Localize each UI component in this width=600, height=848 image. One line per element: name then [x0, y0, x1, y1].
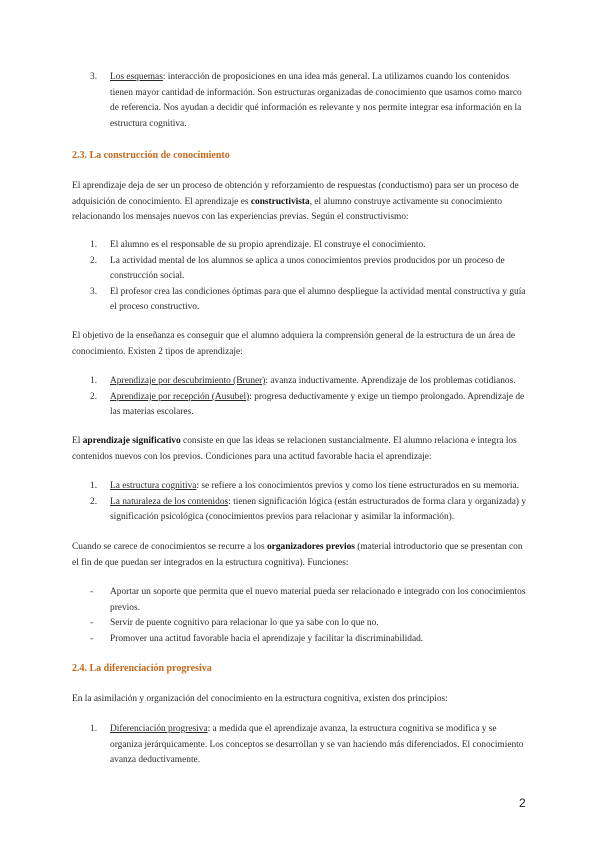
section-heading-2-3: 2.3. La construcción de conocimiento — [72, 150, 230, 161]
list-item-esquemas — [72, 70, 527, 132]
paragraph-significativo: El aprendizaje significativo consiste en que las ideas se relacionen sustancialmente. El alumno relaciona e integra los contenidos nuevos con los previos. Condiciones para una actitud favorable hacia el aprendizaje: — [72, 436, 517, 462]
functions-list — [72, 585, 527, 647]
learning-types-list — [72, 374, 527, 421]
bold-term: constructivista — [250, 196, 310, 207]
list-item: 1. La estructura cognitiva: se refiere a los conocimientos previos y como los tiene estructurados en su memoria. — [90, 481, 519, 491]
paragraph-principios: En la asimilación y organización del conocimiento en la estructura cognitiva, existen dos principios: — [72, 694, 448, 704]
list-item: 2. Aprendizaje por recepción (Ausubel): progresa deductivamente y exige un tiempo prolongado. Aprendizaje de las materias escolares. — [90, 391, 525, 418]
term-esquemas: Los esquemas — [110, 72, 163, 82]
list-item: 1. Diferenciación progresiva: a medida que el aprendizaje avanza, la estructura cognitiva se modifica y se organiza jerárquicamente. Los conceptos se desarrollan y se van haciendo más diferenciados. El conocimiento avanza deductivamente. — [90, 724, 524, 766]
list-item: - Servir de puente cognitivo para relacionar lo que ya sabe con lo que no. — [90, 618, 379, 629]
paragraph-constructivismo: El aprendizaje deja de ser un proceso de obtención y reforzamiento de respuestas (conductismo) para ser un proceso de adquisición de conocimiento. El aprendizaje es constructivista, el alumno construye activamente su conocimiento relacionando los mensajes nuevos con las experiencias previas. Según el constructivismo: — [72, 181, 519, 223]
list-item: 1. El alumno es el responsable de su propio aprendizaje. El construye el conocimiento. — [90, 240, 426, 250]
section-heading-2-4: 2.4. La diferenciación progresiva — [72, 663, 212, 674]
item-text: : interacción de proposiciones en una idea más general. La utilizamos cuando los contenidos tienen mayor cantidad de información. Son estructuras organizadas de conocimiento que usamos como marco de referencia. Nos ayudan a decidir qué información es relevante y nos permite integrar esa información en la estructura cognitiva. — [110, 72, 522, 129]
list-number: 3. — [90, 72, 98, 82]
page-number: 2 — [519, 796, 526, 810]
list-item: 2. La actividad mental de los alumnos se aplica a unos conocimientos previos producidos por un proceso de construcción social. — [90, 255, 505, 282]
list-item: - Aportar un soporte que permita que el nuevo material pueda ser relacionado e integrado con los conocimientos previos. — [90, 587, 526, 613]
bold-term: aprendizaje significativo — [82, 436, 181, 446]
paragraph-objetivo: El objetivo de la enseñanza es conseguir que el alumno adquiera la comprensión general de la estructura de un área de conocimiento. Existen 2 tipos de aprendizaje: — [72, 331, 516, 357]
list-item: 2. La naturaleza de los contenidos: tienen significación lógica (están estructurados de forma clara y organizada) y significación psicológica (conocimientos previos para relacionar y asimilar la información). — [90, 496, 527, 523]
list-item: 1. Aprendizaje por descubrimiento (Bruner): avanza inductivamente. Aprendizaje de los problemas cotidianos. — [90, 376, 516, 386]
constructivism-list — [72, 238, 527, 316]
list-item: - Promover una actitud favorable hacia el aprendizaje y facilitar la discriminabilidad. — [90, 633, 424, 644]
bold-term: organizadores previos — [266, 542, 355, 552]
list-item: 3. El profesor crea las condiciones óptimas para que el alumno despliegue la actividad mental constructiva y guía el proceso constructivo. — [90, 286, 526, 313]
principles-list — [72, 722, 527, 769]
paragraph-organizadores: Cuando se carece de conocimientos se recurre a los organizadores previos (material introductorio que se presentan con el fin de que puedan ser integrados en la estructura cognitiva). Funciones: — [72, 542, 523, 568]
conditions-list — [72, 479, 527, 526]
